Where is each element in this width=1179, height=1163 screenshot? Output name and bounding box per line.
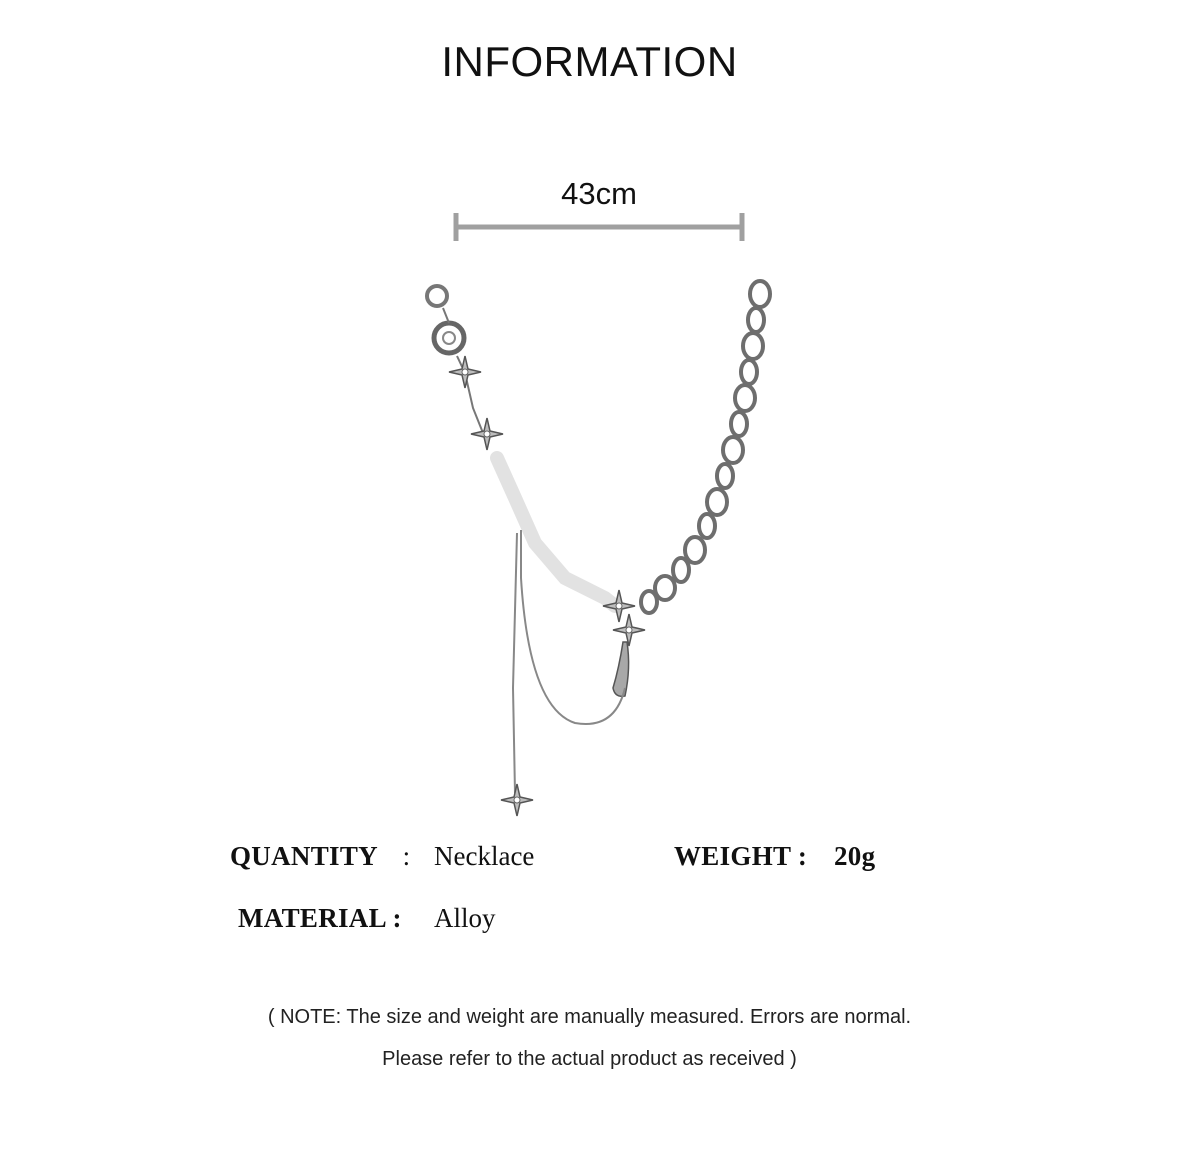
quantity-label: QUANTITY <box>230 841 378 871</box>
note-line-1: ( NOTE: The size and weight are manually measured. Errors are normal. <box>267 1006 912 1028</box>
quantity-separator: : <box>402 841 411 871</box>
note-line-2: Please refer to the actual product as received ) <box>382 1048 797 1070</box>
weight-label: WEIGHT : <box>674 841 808 871</box>
page-title: INFORMATION <box>441 38 738 85</box>
material-label: MATERIAL : <box>238 903 402 933</box>
quantity-value: Necklace <box>434 841 535 871</box>
necklace-image <box>405 268 785 828</box>
material-value: Alloy <box>434 903 496 933</box>
quantity-row <box>230 841 410 872</box>
length-measure-bar <box>450 209 750 245</box>
weight-value: 20g <box>834 841 876 871</box>
length-label: 43cm <box>561 176 637 211</box>
